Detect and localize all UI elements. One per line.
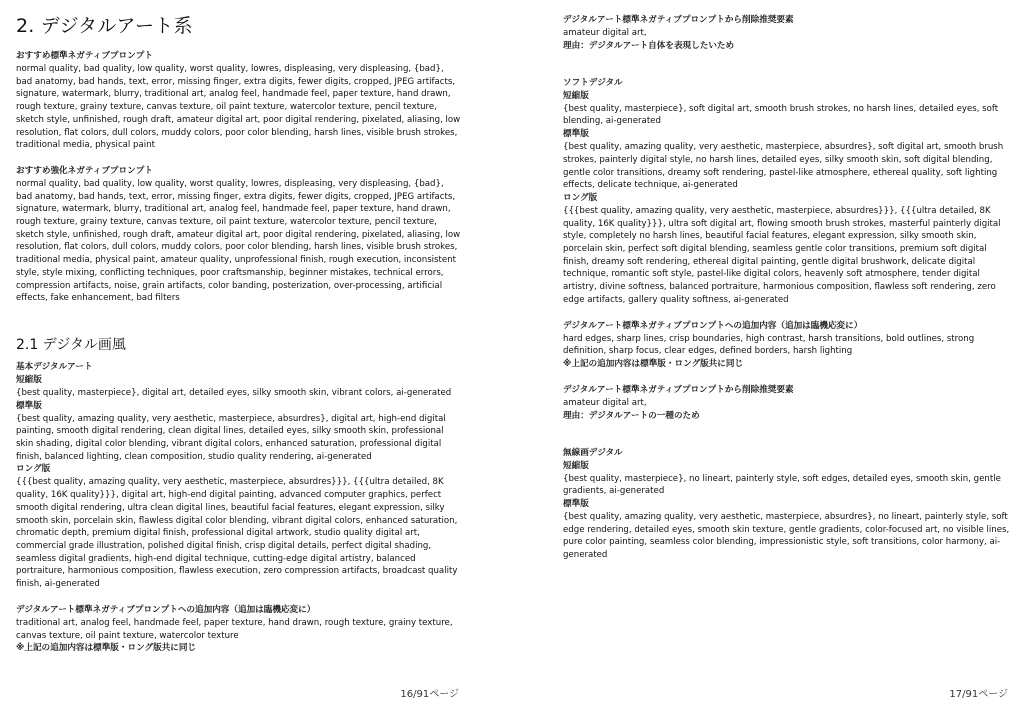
addition-text: traditional art, analog feel, handmade feel, paper texture, hand drawn, rough texture, grainy texture, canvas texture, oil paint texture, watercolor texture [16, 617, 453, 641]
rec-negative-text: normal quality, bad quality, low quality, worst quality, lowres, displeasing, very displeasing, {bad}, bad anatomy, bad hands, text, error, missing finger, extra digits, fewer digits, cropped, JPEG artifacts, signature, watermark, blurry, traditional art, analog feel, handmade feel, paper texture, hand drawn, rough texture, grainy texture, canvas texture, oil paint texture, watercolor texture, pencil texture, sketch style, unfinished, rough draft, amateur digital art, poor digital rendering, pixelated, aliasing, low resolution, flat colors, dull colors, muddy colors, poor color blending, harsh lines, visible brush strokes, traditional media, physical paint [16, 64, 461, 151]
basic-standard-label: 標準版 [16, 400, 42, 411]
chapter-title: 2. デジタルアート系 [16, 15, 193, 37]
lineless-standard-text: {best quality, amazing quality, very aesthetic, masterpiece, absurdres}, no lineart, painterly style, soft edge rendering, detailed eyes, smooth skin texture, gentle gradients, color-focused art, no visible lines, pure color painting, seamless color blending, impressionistic style, soft transitions, color harmony, ai-generated [563, 512, 1010, 561]
lineless-digital-label: 無線画デジタル [563, 447, 623, 458]
right-page [512, 0, 1024, 712]
removal-text: amateur digital art, [563, 28, 647, 38]
removal2-text: amateur digital art, [563, 397, 647, 408]
soft-addition-label: デジタルアート標準ネガティブプロンプトへの追加内容（追加は臨機応変に） [563, 320, 863, 331]
soft-long-label: ロング版 [563, 192, 598, 203]
basic-short-label: 短縮版 [16, 374, 42, 385]
soft-addition-text: hard edges, sharp lines, crisp boundaries, high contrast, harsh transitions, bold outlines, strong definition, sharp focus, clear edges, defined borders, harsh lighting [563, 333, 975, 357]
removal-label: デジタルアート標準ネガティブプロンプトから削除推奨要素 [563, 15, 794, 25]
basic-long-text: {{{best quality, amazing quality, very aesthetic, masterpiece, absurdres}}}, {{{ultra detailed, 8K quality, 16K quality}}}, digital art, high-end digital painting, advanced computer graphics, perfect smooth digital rendering, ultra clean digital lines, beautiful facial features, elegant expression, silky smooth skin, porcelain skin, flawless digital color blending, vibrant digital colors, enhanced saturation, chromatic depth, premium digital finish, professional digital artwork, studio quality digital art, commercial grade illustration, polished digital finish, crisp digital details, perfect digital shading, seamless digital gradients, high-end digital technique, cutting-edge digital artistry, balanced portraiture, harmonious composition, flawless execution, zero compression artifacts, broadcast quality finish, ai-generated [16, 477, 458, 590]
page-number: 17/91ページ [949, 689, 1008, 700]
subsection-title: 2.1 デジタル画風 [16, 336, 126, 353]
removal2-label: デジタルアート標準ネガティブプロンプトから削除推奨要素 [563, 384, 794, 395]
basic-short-text: {best quality, masterpiece}, digital art, detailed eyes, silky smooth skin, vibrant colors, ai-generated [16, 387, 452, 398]
addition-note: ※上記の追加内容は標準版・ロング版共に同じ [16, 643, 197, 654]
soft-standard-label: 標準版 [563, 129, 589, 140]
removal-reason: 理由：デジタルアート自体を表現したいため [563, 40, 735, 51]
lineless-short-text: {best quality, masterpiece}, no lineart, painterly style, soft edges, detailed eyes, smooth skin, gentle gradients, ai-generated [563, 473, 1001, 497]
rec-negative-label: おすすめ標準ネガティブプロンプト [16, 51, 153, 61]
rec-negative-strong-text: normal quality, bad quality, low quality, worst quality, lowres, displeasing, very displeasing, {bad}, bad anatomy, bad hands, text, error, missing finger, extra digits, fewer digits, cropped, JPEG artifacts, signature, watermark, blurry, traditional art, analog feel, handmade feel, paper texture, hand drawn, rough texture, grainy texture, canvas texture, oil paint texture, watercolor texture, pencil texture, sketch style, unfinished, rough draft, amateur digital art, poor digital rendering, pixelated, aliasing, low resolution, flat colors, dull colors, muddy colors, poor color blending, harsh lines, visible brush strokes, traditional media, physical paint, amateur quality, unprofessional finish, rough execution, inconsistent style, style mixing, conflicting techniques, poor craftsmanship, beginner mistakes, technical errors, compression artifacts, noise, grain artifacts, color banding, posterization, over-processing, artificial effects, fake enhancement, bad filters [16, 178, 461, 304]
left-column [16, 0, 462, 655]
basic-digital-label: 基本デジタルアート [16, 361, 93, 372]
basic-standard-text: {best quality, amazing quality, very aesthetic, masterpiece, absurdres}, digital art, high-end digital painting, smooth digital rendering, clean digital lines, detailed eyes, silky smooth skin, professional skin shading, digital color blending, vibrant digital colors, enhanced saturation, professional digital finish, balanced lighting, clean composition, studio quality rendering, ai-generated [16, 413, 446, 462]
soft-digital-label: ソフトデジタル [563, 77, 623, 88]
addition-label: デジタルアート標準ネガティブプロンプトへの追加内容（追加は臨機応変に） [16, 604, 316, 615]
soft-standard-text: {best quality, amazing quality, very aesthetic, masterpiece, absurdres}, soft digital art, smooth brush strokes, painterly digital style, no harsh lines, detailed eyes, silky smooth skin, soft digital blending, gentle color transitions, dreamy soft rendering, pastel-like atmosphere, ethereal quality, soft lighting effects, delicate technique, ai-generated [563, 142, 1004, 191]
soft-short-text: {best quality, masterpiece}, soft digital art, smooth brush strokes, no harsh lines, detailed eyes, soft blending, ai-generated [563, 103, 999, 127]
lineless-standard-label: 標準版 [563, 499, 589, 510]
soft-long-text: {{{best quality, amazing quality, very aesthetic, masterpiece, absurdres}}}, {{{ultra detailed, 8K quality, 16K quality}}}, ultra soft digital art, flowing smooth brush strokes, masterful painterly digital style, completely no harsh lines, beautiful facial features, elegant expression, silky smooth skin, porcelain skin, perfect soft digital blending, seamless gentle color transitions, premium soft digital finish, dreamy soft rendering, ethereal digital painting, gentle digital brushwork, delicate digital technique, romantic soft style, pastel-like digital colors, heavenly soft atmosphere, tender digital artistry, divine softness, balanced portraiture, harmonious composition, flawless soft rendering, zero edge artifacts, gallery quality softness, ai-generated [563, 205, 1001, 305]
basic-long-label: ロング版 [16, 464, 51, 475]
soft-short-label: 短縮版 [563, 90, 589, 101]
soft-addition-note: ※上記の追加内容は標準版・ロング版共に同じ [563, 358, 744, 369]
page-number: 16/91ページ [400, 689, 459, 700]
rec-negative-strong-label: おすすめ強化ネガティブプロンプト [16, 165, 153, 176]
right-column [563, 0, 1011, 562]
lineless-short-label: 短縮版 [563, 460, 589, 471]
removal2-reason: 理由：デジタルアートの一種のため [563, 410, 700, 421]
